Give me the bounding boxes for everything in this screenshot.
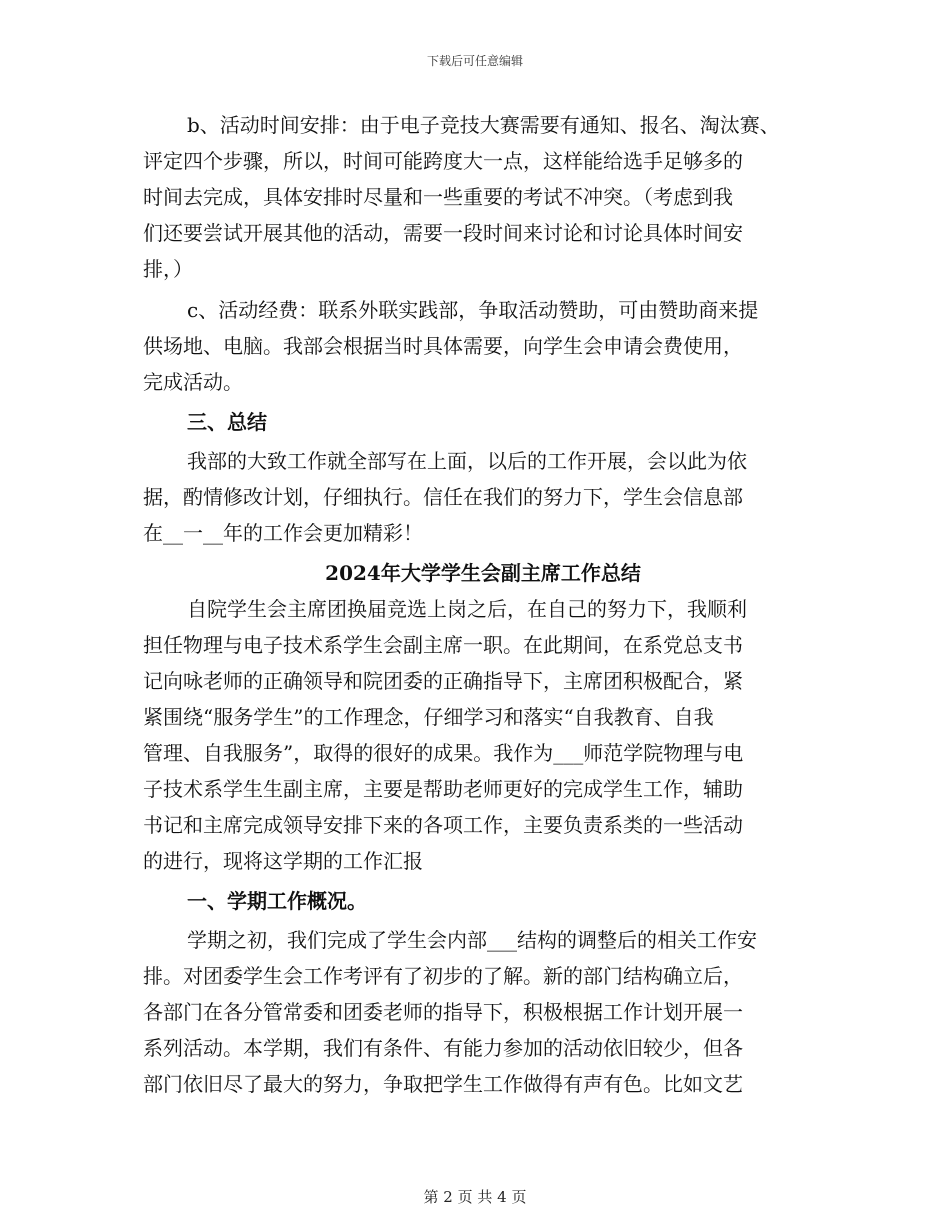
paragraph-line: 子技术系学生生副主席，主要是帮助老师更好的完成学生工作，辅助 bbox=[143, 777, 743, 801]
paragraph-line: 完成活动。 bbox=[143, 370, 243, 394]
paragraph-line: 时间去完成，具体安排时尽量和一些重要的考试不冲突。（考虑到我 bbox=[143, 185, 733, 209]
paragraph-line: 据，酌情修改计划，仔细执行。信任在我们的努力下，学生会信息部 bbox=[143, 485, 743, 509]
paragraph-line: 们还要尝试开展其他的活动，需要一段时间来讨论和讨论具体时间安 bbox=[143, 221, 743, 245]
page-footer: 第 2 页 共 4 页 bbox=[423, 1188, 527, 1206]
paragraph-line: 的进行，现将这学期的工作汇报 bbox=[143, 849, 423, 873]
paragraph-line: 排。对团委学生会工作考评有了初步的了解。新的部门结构确立后， bbox=[143, 964, 743, 988]
paragraph-line: 部门依旧尽了最大的努力，争取把学生工作做得有声有色。比如文艺 bbox=[143, 1072, 743, 1096]
paragraph-line: 担任物理与电子技术系学生会副主席一职。在此期间，在系党总支书 bbox=[143, 633, 743, 657]
paragraph-line: 在__一__年的工作会更加精彩！ bbox=[143, 521, 423, 545]
paragraph-line: 管理、自我服务”，取得的很好的成果。我作为___师范学院物理与电 bbox=[143, 741, 744, 765]
paragraph-line: b、活动时间安排：由于电子竞技大赛需要有通知、报名、淘汰赛、 bbox=[187, 113, 780, 137]
paragraph-line: 供场地、电脑。我部会根据当时具体需要，向学生会申请会费使用， bbox=[143, 334, 743, 358]
paragraph-line: 我部的大致工作就全部写在上面，以后的工作开展，会以此为依 bbox=[187, 449, 747, 473]
paragraph-line: 紧围绕“服务学生”的工作理念，仔细学习和落实“自我教育、自我 bbox=[143, 705, 714, 729]
page-header: 下载后可任意编辑 bbox=[426, 54, 523, 68]
paragraph-line: 各部门在各分管常委和团委老师的指导下，积极根据工作计划开展一 bbox=[143, 1000, 743, 1024]
paragraph-line: 书记和主席完成领导安排下来的各项工作，主要负责系类的一些活动 bbox=[143, 813, 743, 837]
paragraph-line: c、活动经费：联系外联实践部，争取活动赞助，可由赞助商来提 bbox=[187, 298, 759, 322]
paragraph-line: 评定四个步骤，所以，时间可能跨度大一点，这样能给选手足够多的 bbox=[143, 149, 743, 173]
paragraph-line: 系列活动。本学期，我们有条件、有能力参加的活动依旧较少，但各 bbox=[143, 1036, 743, 1060]
paragraph-line: 记向咏老师的正确领导和院团委的正确指导下，主席团积极配合，紧 bbox=[143, 669, 743, 693]
section-heading: 一、学期工作概况。 bbox=[187, 889, 367, 913]
document-title: 2024年大学学生会副主席工作总结 bbox=[325, 561, 641, 585]
paragraph-line: 排，） bbox=[143, 257, 193, 281]
section-heading: 三、总结 bbox=[187, 410, 267, 434]
paragraph-line: 学期之初，我们完成了学生会内部___结构的调整后的相关工作安 bbox=[187, 928, 757, 952]
paragraph-line: 自院学生会主席团换届竞选上岗之后，在自己的努力下，我顺利 bbox=[187, 597, 747, 621]
